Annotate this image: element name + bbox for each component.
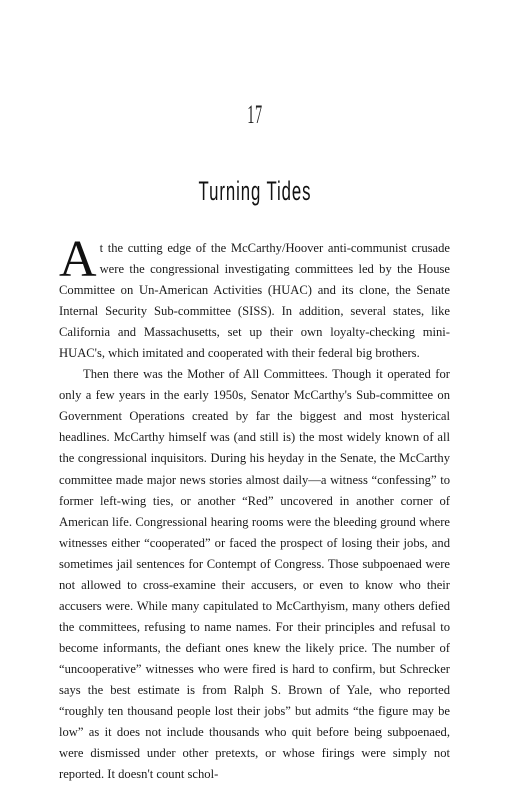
paragraph-first-text: t the cutting edge of the McCarthy/Hoover anti-communist crusade were the congressional investigating committees led by the House Committee on Un-American Activities (HUAC) and its clone, the Senate Internal Security Sub-committee (SISS). In addition, several states, like California and Massachusetts, set up their own loyalty-checking mini-HUAC's, which imitated and cooperated with their federal big brothers. [59, 241, 450, 361]
paragraph-second: Then there was the Mother of All Committees. Though it operated for only a few years in the early 1950s, Senator McCarthy's Sub-committee on Government Operations created by far the biggest and most hysterical headlines. McCarthy himself was (and still is) the most widely known of all the congressional inquisitors. During his heyday in the Senate, the McCarthy committee made major news stories almost daily—a witness “confessing” to former left-wing ties, or another “Red” uncovered in another corner of American life. Congressional hearing rooms were the bleeding ground where witnesses either “cooperated” or faced the prospect of losing their jobs, and sometimes jail sentences for Contempt of Congress. Those subpoenaed were not allowed to cross-examine their accusers, or even to know who their accusers were. While many capitulated to McCarthyism, many others defied the committees, refusing to name names. For their principles and refusal to become informants, the defiant ones knew the likely price. The number of “uncooperative” witnesses who were fired is hard to confirm, but Schrecker says the best estimate is from Ralph S. Brown of Yale, who reported “roughly ten thousand people lost their jobs” but admits “the figure may be low” as it does not include thousands who quit before being subpoenaed, were dismissed under other pretexts, or whose firings were simply not reported. It doesn't count schol- [59, 367, 450, 782]
chapter-number: 17 [247, 100, 263, 129]
chapter-body [59, 231, 450, 785]
chapter-title: Turning Tides [198, 176, 312, 206]
drop-cap: A [59, 231, 97, 288]
paragraph-first [59, 231, 450, 364]
